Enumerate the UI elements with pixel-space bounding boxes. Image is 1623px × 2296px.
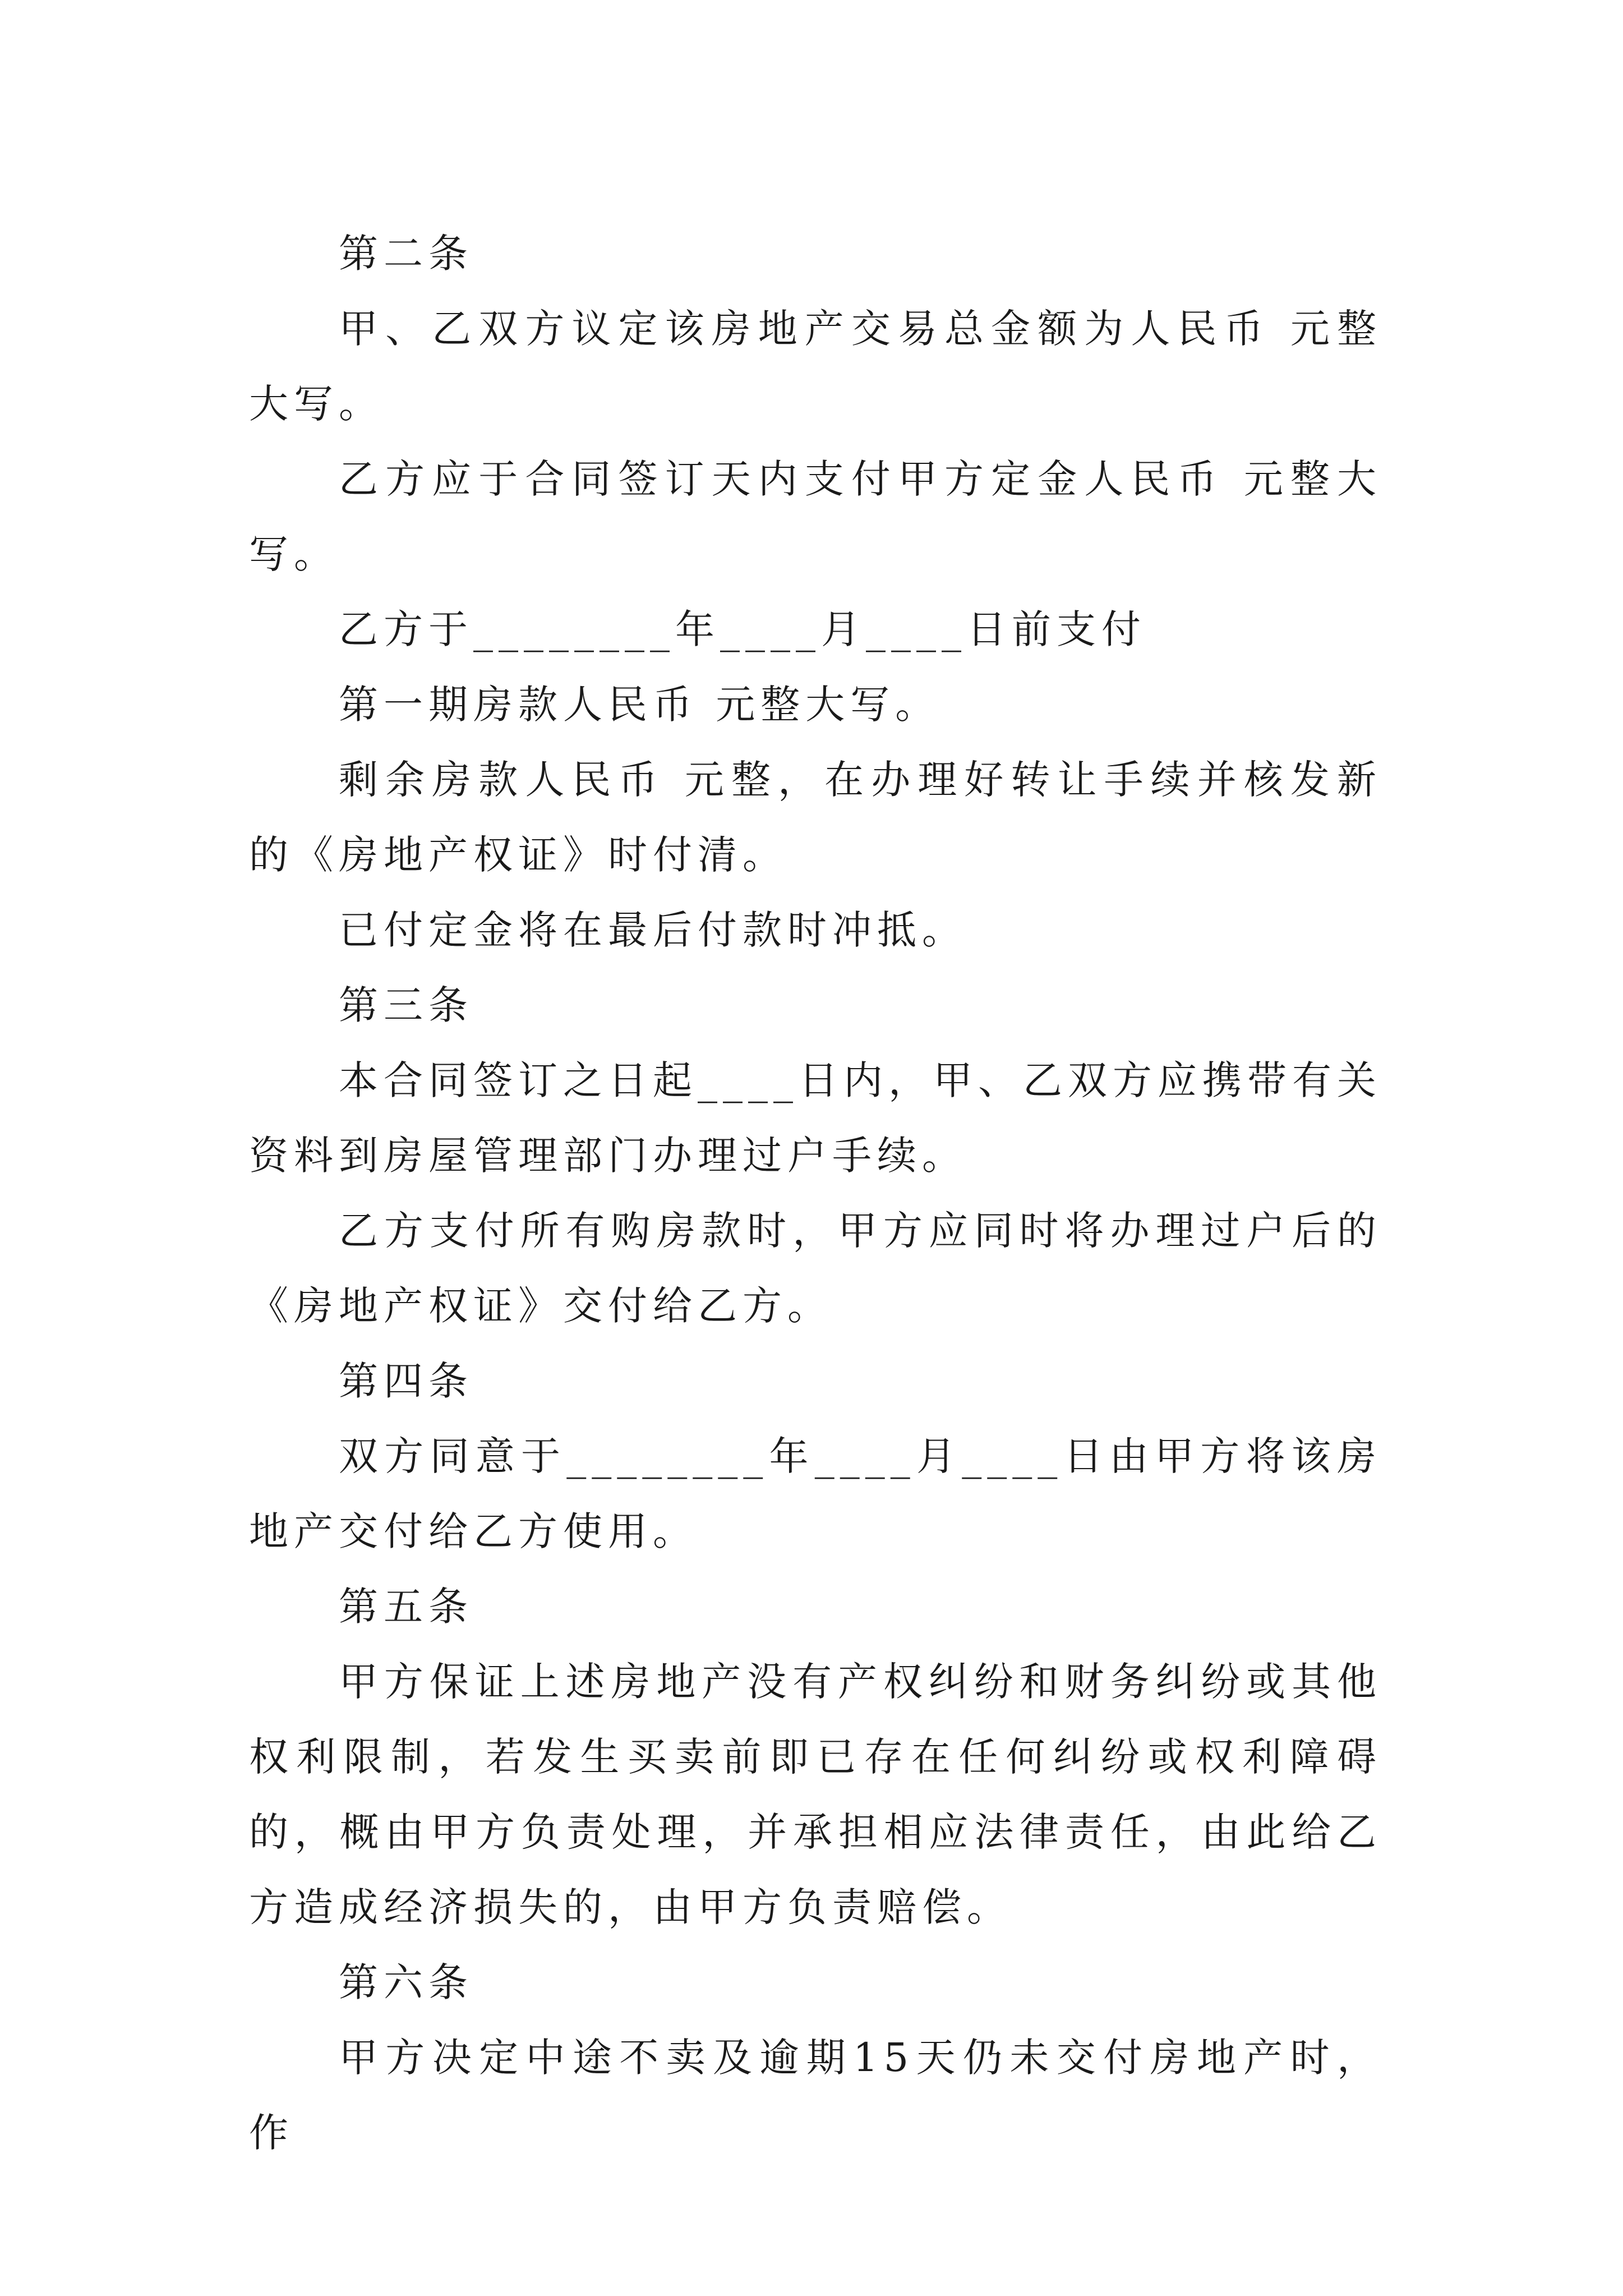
paragraph-transfer-procedure: 本合同签订之日起____日内，甲、乙双方应携带有关资料到房屋管理部门办理过户手续。 bbox=[249, 1057, 1382, 1179]
paragraph-remaining-payment: 剩余房款人民币 元整，在办理好转让手续并核发新的《房地产权证》时付清。 bbox=[249, 757, 1382, 878]
article-heading-6: 第六条 bbox=[339, 1959, 473, 2005]
article-heading-2: 第二条 bbox=[339, 231, 473, 277]
article-heading-4: 第四条 bbox=[339, 1358, 473, 1404]
paragraph-seller-default: 甲方决定中途不卖及逾期15天仍未交付房地产时，作 bbox=[249, 2035, 1382, 2156]
paragraph-first-installment: 第一期房款人民币 元整大写。 bbox=[339, 682, 940, 728]
paragraph-total-price: 甲、乙双方议定该房地产交易总金额为人民币 元整大写。 bbox=[249, 306, 1382, 427]
paragraph-payment-date: 乙方于________年____月____日前支付 bbox=[339, 606, 1146, 652]
paragraph-deposit-offset: 已付定金将在最后付款时冲抵。 bbox=[339, 907, 967, 953]
paragraph-deposit: 乙方应于合同签订天内支付甲方定金人民币 元整大写。 bbox=[249, 456, 1382, 577]
paragraph-handover-date: 双方同意于________年____月____日由甲方将该房地产交付给乙方使用。 bbox=[249, 1433, 1382, 1554]
article-heading-5: 第五条 bbox=[339, 1584, 473, 1630]
paragraph-seller-guarantee: 甲方保证上述房地产没有产权纠纷和财务纠纷或其他权利限制，若发生买卖前即已存在任何纠纷或权利障碍的，概由甲方负责处理，并承担相应法律责任，由此给乙方造成经济损失的，由甲方负责赔偿。 bbox=[249, 1659, 1382, 1930]
document-body bbox=[249, 216, 1382, 2170]
article-heading-3: 第三条 bbox=[339, 982, 473, 1028]
paragraph-certificate-delivery: 乙方支付所有购房款时，甲方应同时将办理过户后的《房地产权证》交付给乙方。 bbox=[249, 1208, 1382, 1329]
